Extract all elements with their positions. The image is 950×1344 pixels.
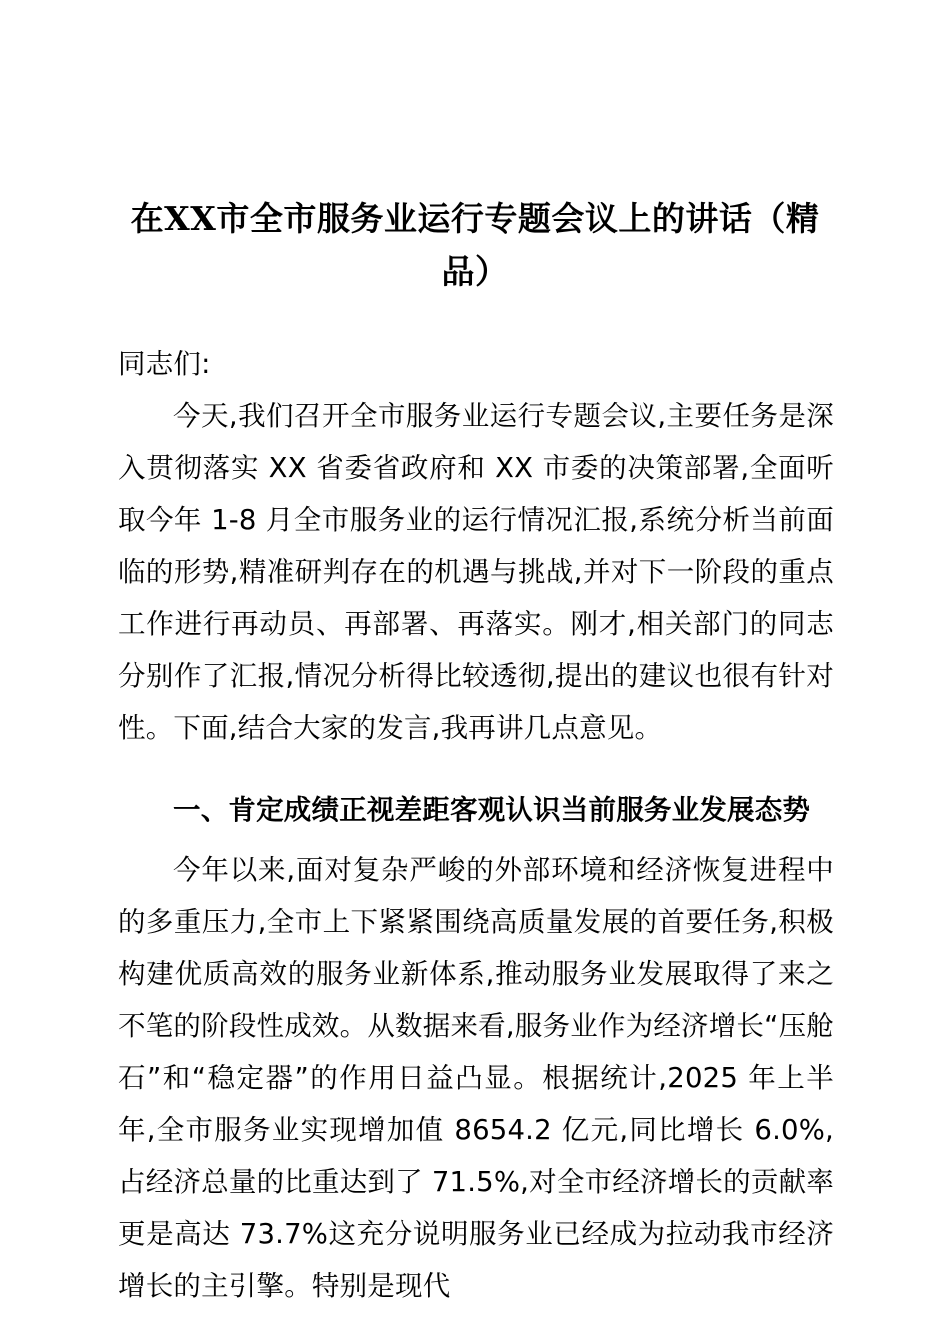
spacer-before-heading (118, 754, 834, 784)
paragraph-opening-remarks: 今天,我们召开全市服务业运行专题会议,主要任务是深入贯彻落实 XX 省委省政府和 XX 市委的决策部署,全面听取今年 1-8 月全市服务业的运行情况汇报,系统分析当前面临的形势,精准研判存在的机遇与挑战,并对下一阶段的重点工作进行再动员、再部署、再落实。刚才,相关部门的同志分别作了汇报,情况分析得比较透彻,提出的建议也很有针对性。下面,结合大家的发言,我再讲几点意见。 (118, 400, 834, 744)
paragraph-service-sector-performance: 今年以来,面对复杂严峻的外部环境和经济恢复进程中的多重压力,全市上下紧紧围绕高质量发展的首要任务,积极构建优质高效的服务业新体系,推动服务业发展取得了来之不笔的阶段性成效。从数据来看,服务业作为经济增长“压舱石”和“稳定器”的作用日益凸显。根据统计,2025 年上半年,全市服务业实现增加值 8654.2 亿元,同比增长 6.0%,占经济总量的比重达到了 71.5%,对全市经济增长的贡献率更是高达 73.7%这充分说明服务业已经成为拉动我市经济增长的主引擎。特别是现代 (118, 854, 834, 1302)
spacer-after-heading (118, 836, 834, 844)
section-heading-one: 一、肯定成绩正视差距客观认识当前服务业发展态势 (173, 794, 811, 826)
document-title: 在XX市全市服务业运行专题会议上的讲话（精品） (130, 199, 820, 291)
salutation-line: 同志们: (118, 348, 211, 380)
document-body (118, 338, 834, 1312)
